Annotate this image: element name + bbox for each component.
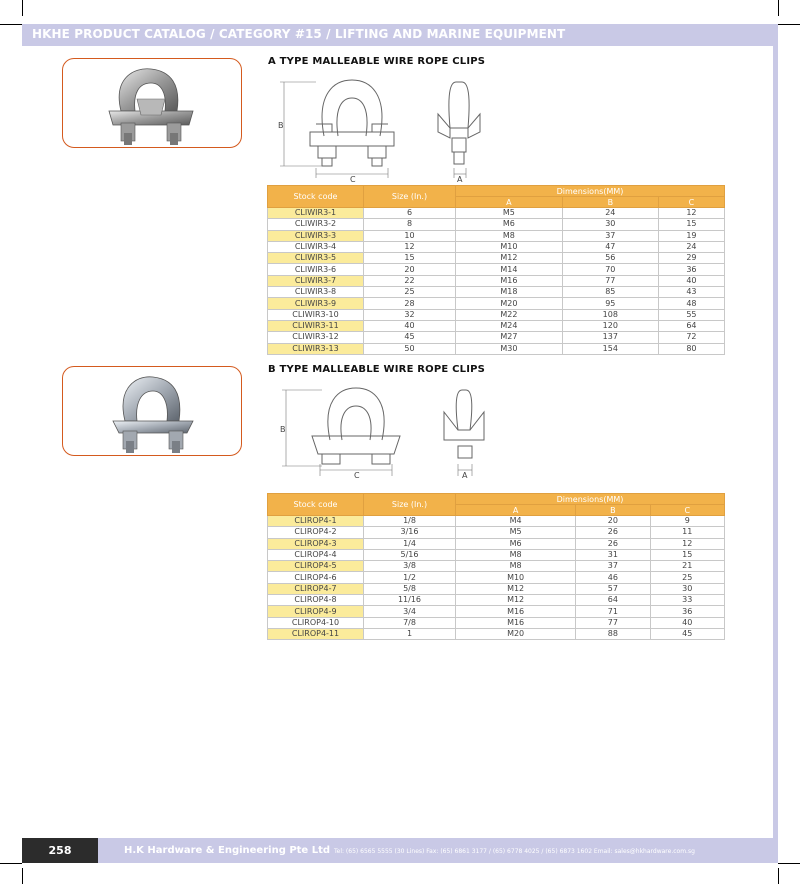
col-header-b: B (576, 505, 650, 516)
dim-a-cell: M12 (456, 583, 576, 594)
crop-mark (22, 868, 23, 884)
col-header-dimensions: Dimensions(MM) (456, 494, 725, 505)
technical-drawing-b (272, 384, 508, 484)
product-photo-a (62, 58, 242, 148)
crop-mark (778, 24, 800, 25)
table-row (268, 208, 725, 219)
stock-code-cell: CLIWIR3-11 (268, 320, 364, 331)
dim-c-cell: 55 (658, 309, 724, 320)
size-cell: 6 (364, 208, 456, 219)
size-cell: 12 (364, 241, 456, 252)
product-photo-b (62, 366, 242, 456)
dim-a-cell: M6 (456, 538, 576, 549)
dim-c-cell: 12 (650, 538, 724, 549)
dim-c-cell: 40 (650, 617, 724, 628)
dim-label-a: A (462, 471, 468, 480)
dim-c-cell: 11 (650, 527, 724, 538)
table-row (268, 343, 725, 354)
dim-a-cell: M22 (456, 309, 563, 320)
dim-a-cell: M14 (456, 264, 563, 275)
dim-b-cell: 88 (576, 628, 650, 639)
dim-c-cell: 43 (658, 287, 724, 298)
dim-a-cell: M12 (456, 253, 563, 264)
col-header-dimensions: Dimensions(MM) (456, 186, 725, 197)
dim-c-cell: 19 (658, 230, 724, 241)
dim-b-cell: 64 (576, 595, 650, 606)
dim-a-cell: M10 (456, 241, 563, 252)
dim-label-b: B (280, 425, 286, 434)
dim-c-cell: 15 (658, 219, 724, 230)
table-row (268, 219, 725, 230)
dim-b-cell: 56 (562, 253, 658, 264)
dim-b-cell: 137 (562, 332, 658, 343)
table-row (268, 549, 725, 560)
section-a-title: A TYPE MALLEABLE WIRE ROPE CLIPS (268, 56, 486, 67)
dim-a-cell: M24 (456, 320, 563, 331)
size-cell: 5/8 (364, 583, 456, 594)
col-header-stock-code: Stock code (268, 186, 364, 208)
stock-code-cell: CLIROP4-10 (268, 617, 364, 628)
col-header-c: C (650, 505, 724, 516)
stock-code-cell: CLIROP4-6 (268, 572, 364, 583)
size-cell: 25 (364, 287, 456, 298)
table-row (268, 516, 725, 527)
page-title: HKHE PRODUCT CATALOG / CATEGORY #15 / LIFTING AND MARINE EQUIPMENT (32, 27, 566, 41)
dim-b-cell: 154 (562, 343, 658, 354)
dim-c-cell: 36 (650, 606, 724, 617)
wire-rope-clip-a-icon (63, 59, 242, 148)
table-row (268, 241, 725, 252)
dim-c-cell: 80 (658, 343, 724, 354)
stock-code-cell: CLIWIR3-1 (268, 208, 364, 219)
dim-label-b: B (278, 121, 284, 130)
size-cell: 11/16 (364, 595, 456, 606)
size-cell: 8 (364, 219, 456, 230)
dim-b-cell: 26 (576, 538, 650, 549)
table-row (268, 572, 725, 583)
col-header-c: C (658, 197, 724, 208)
table-row (268, 287, 725, 298)
crop-mark (778, 863, 800, 864)
size-cell: 32 (364, 309, 456, 320)
dim-c-cell: 36 (658, 264, 724, 275)
table-row (268, 253, 725, 264)
dim-a-cell: M5 (456, 527, 576, 538)
dim-c-cell: 30 (650, 583, 724, 594)
table-row (268, 298, 725, 309)
page-number: 258 (22, 838, 98, 863)
stock-code-cell: CLIWIR3-5 (268, 253, 364, 264)
size-cell: 1 (364, 628, 456, 639)
table-row (268, 309, 725, 320)
dim-a-cell: M16 (456, 275, 563, 286)
dim-b-cell: 46 (576, 572, 650, 583)
col-header-a: A (456, 197, 563, 208)
crop-mark (778, 0, 779, 16)
spec-table-a (267, 185, 725, 355)
dim-b-cell: 37 (562, 230, 658, 241)
col-header-size: Size (In.) (364, 494, 456, 516)
stock-code-cell: CLIWIR3-3 (268, 230, 364, 241)
dim-a-cell: M20 (456, 298, 563, 309)
wire-rope-clip-b-icon (63, 367, 242, 456)
table-row (268, 320, 725, 331)
stock-code-cell: CLIWIR3-4 (268, 241, 364, 252)
size-cell: 3/4 (364, 606, 456, 617)
dim-b-cell: 30 (562, 219, 658, 230)
dim-b-cell: 70 (562, 264, 658, 275)
dim-label-a: A (457, 175, 463, 182)
dim-a-cell: M8 (456, 230, 563, 241)
dim-c-cell: 25 (650, 572, 724, 583)
table-row (268, 527, 725, 538)
stock-code-cell: CLIROP4-3 (268, 538, 364, 549)
size-cell: 40 (364, 320, 456, 331)
section-b-title: B TYPE MALLEABLE WIRE ROPE CLIPS (268, 364, 486, 375)
company-name: H.K Hardware & Engineering Pte Ltd (124, 845, 331, 856)
size-cell: 1/2 (364, 572, 456, 583)
dim-b-cell: 26 (576, 527, 650, 538)
side-strip (773, 24, 778, 838)
size-cell: 5/16 (364, 549, 456, 560)
dim-b-cell: 57 (576, 583, 650, 594)
stock-code-cell: CLIROP4-5 (268, 561, 364, 572)
size-cell: 20 (364, 264, 456, 275)
table-row (268, 275, 725, 286)
table-row (268, 561, 725, 572)
dim-c-cell: 48 (658, 298, 724, 309)
dim-a-cell: M18 (456, 287, 563, 298)
dim-a-cell: M20 (456, 628, 576, 639)
stock-code-cell: CLIWIR3-6 (268, 264, 364, 275)
dim-c-cell: 24 (658, 241, 724, 252)
dim-a-cell: M8 (456, 549, 576, 560)
stock-code-cell: CLIROP4-1 (268, 516, 364, 527)
dim-b-cell: 108 (562, 309, 658, 320)
stock-code-cell: CLIROP4-8 (268, 595, 364, 606)
dim-b-cell: 77 (576, 617, 650, 628)
dim-a-cell: M16 (456, 606, 576, 617)
catalog-header (22, 24, 778, 46)
dim-a-cell: M30 (456, 343, 563, 354)
table-row (268, 595, 725, 606)
dim-b-cell: 77 (562, 275, 658, 286)
size-cell: 28 (364, 298, 456, 309)
col-header-a: A (456, 505, 576, 516)
spec-table-b (267, 493, 725, 640)
dim-a-cell: M8 (456, 561, 576, 572)
size-cell: 15 (364, 253, 456, 264)
technical-drawing-a (272, 74, 508, 182)
dim-b-cell: 37 (576, 561, 650, 572)
contact-info: Tel: (65) 6565 5555 (30 Lines) Fax: (65) 6861 3177 / (65) 6778 4025 / (65) 6873 1602 Email: sales@hkhardware.com.sg (334, 848, 695, 855)
dim-c-cell: 45 (650, 628, 724, 639)
dim-b-cell: 95 (562, 298, 658, 309)
dim-a-cell: M12 (456, 595, 576, 606)
dim-c-cell: 72 (658, 332, 724, 343)
col-header-size: Size (In.) (364, 186, 456, 208)
stock-code-cell: CLIROP4-11 (268, 628, 364, 639)
dim-c-cell: 40 (658, 275, 724, 286)
dim-a-cell: M27 (456, 332, 563, 343)
dim-a-cell: M6 (456, 219, 563, 230)
dim-c-cell: 9 (650, 516, 724, 527)
dim-b-cell: 71 (576, 606, 650, 617)
stock-code-cell: CLIWIR3-13 (268, 343, 364, 354)
crop-mark (22, 0, 23, 16)
dim-b-cell: 24 (562, 208, 658, 219)
dim-b-cell: 20 (576, 516, 650, 527)
size-cell: 50 (364, 343, 456, 354)
col-header-b: B (562, 197, 658, 208)
crop-mark (0, 863, 22, 864)
stock-code-cell: CLIWIR3-7 (268, 275, 364, 286)
stock-code-cell: CLIWIR3-10 (268, 309, 364, 320)
dim-label-c: C (354, 471, 360, 480)
size-cell: 1/8 (364, 516, 456, 527)
size-cell: 3/16 (364, 527, 456, 538)
size-cell: 7/8 (364, 617, 456, 628)
dim-c-cell: 64 (658, 320, 724, 331)
dim-b-cell: 120 (562, 320, 658, 331)
size-cell: 1/4 (364, 538, 456, 549)
stock-code-cell: CLIWIR3-12 (268, 332, 364, 343)
dim-c-cell: 15 (650, 549, 724, 560)
col-header-stock-code: Stock code (268, 494, 364, 516)
dim-b-cell: 31 (576, 549, 650, 560)
dim-label-c: C (350, 175, 356, 182)
table-row (268, 628, 725, 639)
stock-code-cell: CLIROP4-4 (268, 549, 364, 560)
dim-a-cell: M10 (456, 572, 576, 583)
crop-mark (0, 24, 22, 25)
stock-code-cell: CLIROP4-9 (268, 606, 364, 617)
dim-c-cell: 29 (658, 253, 724, 264)
table-row (268, 606, 725, 617)
size-cell: 3/8 (364, 561, 456, 572)
table-row (268, 617, 725, 628)
table-row (268, 230, 725, 241)
stock-code-cell: CLIWIR3-2 (268, 219, 364, 230)
stock-code-cell: CLIWIR3-9 (268, 298, 364, 309)
dim-b-cell: 47 (562, 241, 658, 252)
dim-b-cell: 85 (562, 287, 658, 298)
dim-c-cell: 21 (650, 561, 724, 572)
size-cell: 45 (364, 332, 456, 343)
stock-code-cell: CLIWIR3-8 (268, 287, 364, 298)
table-row (268, 264, 725, 275)
size-cell: 22 (364, 275, 456, 286)
crop-mark (778, 868, 779, 884)
dim-a-cell: M16 (456, 617, 576, 628)
dim-a-cell: M5 (456, 208, 563, 219)
stock-code-cell: CLIROP4-2 (268, 527, 364, 538)
table-row (268, 332, 725, 343)
table-row (268, 538, 725, 549)
dim-c-cell: 33 (650, 595, 724, 606)
dim-a-cell: M4 (456, 516, 576, 527)
table-row (268, 583, 725, 594)
dim-c-cell: 12 (658, 208, 724, 219)
stock-code-cell: CLIROP4-7 (268, 583, 364, 594)
size-cell: 10 (364, 230, 456, 241)
